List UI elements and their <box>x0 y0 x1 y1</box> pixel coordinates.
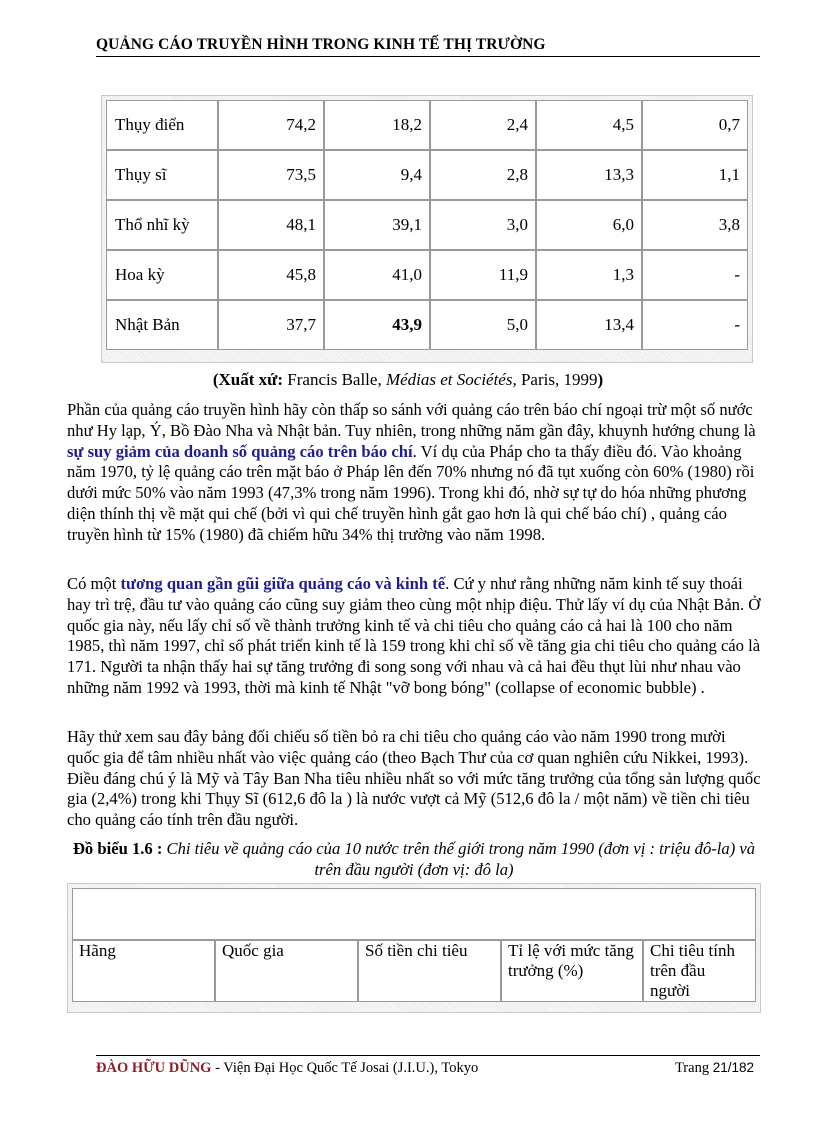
value-cell: 45,8 <box>218 250 324 300</box>
table-row <box>72 888 756 940</box>
value-cell: 39,1 <box>324 200 430 250</box>
column-header: Số tiền chi tiêu <box>358 940 501 1002</box>
column-header: Quốc gia <box>215 940 358 1002</box>
paragraph-1 <box>67 400 761 546</box>
source-open: ( <box>212 370 219 389</box>
para2-highlight: tương quan gần gũi giữa quảng cáo và kinh tế <box>120 574 446 593</box>
statistics-grid <box>106 100 748 350</box>
page-footer <box>96 1055 760 1077</box>
value-cell: 18,2 <box>324 100 430 150</box>
country-cell: Thổ nhĩ kỳ <box>106 200 218 250</box>
source-author: Francis Balle, <box>283 370 386 389</box>
source-close: ) <box>597 370 604 389</box>
value-cell: 11,9 <box>430 250 536 300</box>
value-cell: 74,2 <box>218 100 324 150</box>
value-cell: 3,8 <box>642 200 748 250</box>
page-indicator <box>675 1060 754 1077</box>
column-header: Chi tiêu tính trên đầu người <box>643 940 756 1002</box>
page-header <box>96 36 760 57</box>
value-cell: 37,7 <box>218 300 324 350</box>
value-cell: 2,8 <box>430 150 536 200</box>
page-number: 21/182 <box>712 1060 754 1075</box>
source-rest: Paris, 1999 <box>516 370 598 389</box>
footer-author: ĐÀO HỮU DŨNG <box>96 1060 212 1076</box>
paragraph-3 <box>67 727 761 831</box>
value-cell: 0,7 <box>642 100 748 150</box>
country-cell: Thụy điển <box>106 100 218 150</box>
header-title: QUẢNG CÁO TRUYỀN HÌNH TRONG KINH TẾ THỊ TRƯỜNG <box>96 36 546 53</box>
value-cell: 9,4 <box>324 150 430 200</box>
country-cell: Hoa kỳ <box>106 250 218 300</box>
value-cell: 73,5 <box>218 150 324 200</box>
chart-caption <box>67 838 761 880</box>
table-row <box>106 100 748 150</box>
table-row <box>106 250 748 300</box>
value-cell: 4,5 <box>536 100 642 150</box>
chart-caption-label: Đồ biểu 1.6 : <box>72 839 163 858</box>
para2-text-b: . Cứ y như rằng những năm kinh tế suy thoái hay trì trệ, đầu tư vào quảng cáo cũng suy giảm theo cùng một nhịp điệu. Thử lấy ví dụ của Nhật Bản. Ở quốc gia này, nếu lấy chỉ số về thành trưởng kinh tế và chi tiêu cho quảng cáo cả hai là 100 cho năm 1985, thì năm 1997, chỉ số phát triển kinh tế là 159 trong khi chỉ số về tăng gia chi tiêu cho quảng cáo là 171. Người ta nhận thấy hai sự tăng trưởng đi song song với nhau và cả hai đều thụt lùi như nhau vào những năm 1992 và 1993, thời mà kinh tế Nhật "vỡ bong bóng" (collapse of economic bubble) . <box>67 574 761 697</box>
para3-text: Hãy thử xem sau đây bảng đối chiếu số tiền bỏ ra chi tiêu cho quảng cáo vào năm 1990 trong mười quốc gia để tâm nhiều nhất vào việc quảng cáo (theo Bạch Thư của cơ quan nghiên cứu Nikkei, 1993). Điều đáng chú ý là Mỹ và Tây Ban Nha tiêu nhiều nhất so với mức tăng trưởng của tổng sản lượng quốc gia (2,4%) trong khi Thụy Sĩ (612,6 đô la ) là nước vượt cả Mỹ (512,6 đô la / một năm) về tiền chi tiêu cho quảng cáo tính trên đầu người. <box>67 727 761 830</box>
source-book: Médias et Sociétés, <box>385 370 517 389</box>
column-header: Hãng <box>72 940 215 1002</box>
value-cell: 41,0 <box>324 250 430 300</box>
para1-text-b: . Ví dụ của Pháp cho ta thấy điều đó. Vào khoảng năm 1970, tỷ lệ quảng cáo trên mặt báo ở Pháp lên đến 70% nhưng nó đã tụt xuống còn 60% (1980) rồi dưới mức 50% vào năm 1993 (47,3% trong năm 1996). Trong khi đó, nhờ sự tự do hóa những phương diện thính thị về mặt qui chế (bởi vì qui chế truyền hình gắt gao hơn là qui chế báo chí) , quảng cáo truyền hình từ 15% (1980) đã chiếm hữu 34% thị trường vào năm 1998. <box>67 441 755 544</box>
value-cell: - <box>642 300 748 350</box>
table-header-row <box>72 940 756 1002</box>
footer-affiliation: - Viện Đại Học Quốc Tế Josai (J.I.U.), Tokyo <box>211 1060 479 1076</box>
paragraph-2 <box>67 574 761 699</box>
empty-caption-cell <box>72 888 756 940</box>
column-header: Tỉ lệ với mức tăng trưởng (%) <box>501 940 643 1002</box>
value-cell: 3,0 <box>430 200 536 250</box>
source-label: Xuất xứ: <box>218 370 284 389</box>
statistics-table <box>101 95 753 363</box>
table-row <box>106 300 748 350</box>
para1-highlight: sự suy giảm của doanh số quảng cáo trên báo chí <box>67 441 413 461</box>
spending-table <box>67 883 761 1013</box>
country-cell: Nhật Bản <box>106 300 218 350</box>
table-row <box>106 150 748 200</box>
value-cell: 6,0 <box>536 200 642 250</box>
table-row <box>106 200 748 250</box>
value-cell: 1,3 <box>536 250 642 300</box>
table-source <box>0 370 816 390</box>
para2-text-a: Có một <box>67 574 121 593</box>
value-cell: 5,0 <box>430 300 536 350</box>
value-cell: 1,1 <box>642 150 748 200</box>
value-cell: 43,9 <box>324 300 430 350</box>
value-cell: 2,4 <box>430 100 536 150</box>
country-cell: Thụy sĩ <box>106 150 218 200</box>
value-cell: 48,1 <box>218 200 324 250</box>
value-cell: 13,4 <box>536 300 642 350</box>
value-cell: - <box>642 250 748 300</box>
para1-text-a: Phần của quảng cáo truyền hình hãy còn thấp so sánh với quảng cáo trên báo chí ngoại trừ một số nước như Hy lạp, Ý, Bồ Đào Nha và Nhật bản. Tuy nhiên, trong những năm gần đây, khuynh hướng chung là <box>67 400 756 440</box>
chart-caption-text: Chi tiêu về quảng cáo của 10 nước trên thế giới trong năm 1990 (đơn vị : triệu đô-la) và trên đầu người (đơn vị: đô la) <box>162 839 756 879</box>
value-cell: 13,3 <box>536 150 642 200</box>
page-label: Trang <box>674 1060 713 1076</box>
spending-grid <box>72 888 756 1002</box>
